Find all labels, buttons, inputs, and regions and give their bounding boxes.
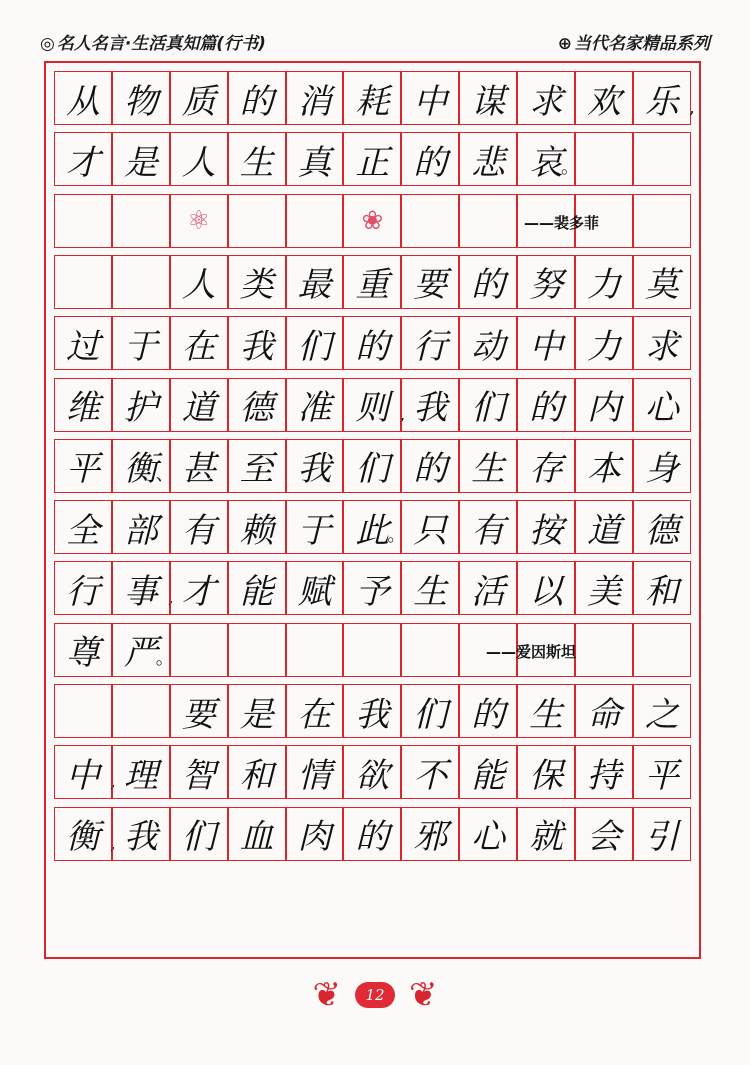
emblem-icon: ⊕	[557, 33, 572, 54]
grid-cell	[54, 745, 116, 799]
cell-char: 们	[181, 817, 216, 858]
grid-cell	[517, 807, 575, 861]
punctuation-mark: ,	[110, 771, 116, 793]
cell-char: 中	[65, 755, 100, 796]
cell-char: 至	[239, 449, 274, 490]
cell-char: 和	[644, 571, 679, 612]
grid-cell	[401, 255, 459, 309]
grid-cell	[286, 194, 344, 248]
grid-cell	[170, 255, 228, 309]
cell-char: 道	[181, 388, 216, 428]
grid-cell	[170, 623, 228, 677]
cell-char: 予	[355, 571, 390, 612]
cell-char: 行	[413, 326, 448, 367]
grid-cell	[54, 378, 112, 432]
grid-cell	[228, 684, 286, 738]
grid-cell	[112, 194, 170, 248]
grid-cell	[633, 561, 691, 615]
cell-char: 不	[413, 755, 448, 796]
grid-cell	[517, 71, 575, 125]
grid-cell	[228, 500, 286, 554]
cell-char: 我	[297, 449, 332, 490]
grid-cell	[633, 378, 691, 432]
punctuation-mark: 。	[387, 525, 406, 547]
grid-row	[54, 807, 691, 861]
grid-cell	[459, 561, 517, 615]
grid-cell	[575, 807, 633, 861]
cell-char: 消	[297, 81, 332, 122]
grid-cell	[517, 684, 575, 738]
cell-char: 力	[586, 265, 621, 306]
cell-char: 维	[65, 388, 100, 428]
cell-char: 保	[529, 755, 564, 796]
grid-cell	[633, 316, 691, 370]
grid-cell	[401, 807, 459, 861]
cell-char: 赋	[297, 571, 332, 612]
cell-char: 严	[123, 633, 158, 674]
cell-char: 求	[644, 326, 679, 367]
grid-cell	[401, 439, 459, 493]
cell-char: 德	[239, 388, 274, 428]
cell-char: 存	[529, 449, 564, 490]
grid-cell	[54, 807, 116, 861]
grid-cell	[459, 807, 517, 861]
grid-cell	[228, 745, 286, 799]
grid-cell	[228, 623, 286, 677]
grid-cell	[343, 194, 401, 248]
grid-cell	[633, 623, 691, 677]
grid-cell	[170, 500, 228, 554]
cell-char: 们	[297, 326, 332, 367]
cell-char: 从	[65, 81, 100, 122]
grid-cell	[517, 132, 580, 186]
grid-cell	[633, 71, 695, 125]
cell-char: 的	[355, 326, 390, 367]
punctuation-mark: ,	[110, 832, 116, 854]
cell-char: 引	[644, 817, 679, 858]
cell-char: 才	[65, 142, 100, 183]
grid-cell	[575, 439, 633, 493]
grid-cell	[633, 194, 691, 248]
grid-cell	[286, 316, 344, 370]
cell-char: 内	[586, 388, 621, 428]
cell-char: 是	[239, 694, 274, 735]
grid-cell	[401, 684, 459, 738]
header-right	[558, 29, 710, 54]
cupid-icon: ❀	[361, 205, 384, 236]
cell-char: 于	[123, 326, 158, 367]
grid-cell	[517, 745, 575, 799]
grid-cell	[517, 316, 575, 370]
atom-icon: ⚛	[187, 205, 211, 236]
cell-char: 真	[297, 142, 332, 183]
grid-cell	[112, 684, 170, 738]
punctuation-mark: 。	[561, 157, 580, 179]
cell-char: 的	[413, 142, 448, 183]
grid-cell	[170, 439, 228, 493]
cell-char: 的	[355, 817, 390, 858]
grid-cell	[112, 316, 170, 370]
grid-row	[54, 500, 691, 554]
grid-cell	[633, 745, 691, 799]
punctuation-mark: 、	[155, 463, 174, 485]
grid-cell	[286, 684, 344, 738]
cell-char: 耗	[355, 81, 390, 122]
grid-cell	[112, 500, 170, 554]
grid-row	[54, 684, 691, 738]
header-left	[40, 29, 266, 54]
punctuation-mark: ,	[168, 587, 174, 609]
grid-cell	[170, 316, 228, 370]
grid-row	[54, 439, 691, 493]
cell-char: 道	[586, 510, 621, 551]
grid-cell	[459, 684, 517, 738]
grid-row	[54, 623, 691, 677]
cell-char: 求	[529, 81, 564, 122]
grid-cell	[170, 807, 228, 861]
grid-row	[54, 255, 691, 309]
grid-cell	[286, 807, 344, 861]
grid-cell	[112, 561, 174, 615]
grid-cell	[459, 132, 517, 186]
cell-char: 正	[355, 142, 390, 183]
grid-cell	[228, 439, 286, 493]
grid-cell	[401, 71, 459, 125]
grid-cell	[170, 561, 228, 615]
grid-cell	[517, 439, 575, 493]
cell-char: 谋	[471, 81, 506, 122]
grid-cell	[54, 684, 112, 738]
grid-row	[54, 316, 691, 370]
grid-cell	[343, 561, 401, 615]
grid-row	[54, 561, 691, 615]
cell-char: 心	[471, 817, 506, 858]
cell-char: 在	[297, 694, 332, 735]
cell-char: 的	[471, 265, 506, 306]
grid-cell	[459, 194, 517, 248]
grid-cell	[112, 255, 170, 309]
page-header	[40, 28, 710, 54]
cell-char: 有	[471, 510, 506, 551]
grid-cell	[286, 561, 344, 615]
cell-char: 类	[239, 265, 274, 306]
grid-cell	[517, 255, 575, 309]
cell-char: 护	[123, 388, 158, 428]
cell-char: 则	[355, 388, 390, 428]
grid-cell	[401, 378, 459, 432]
cell-char: 按	[529, 510, 564, 551]
grid-row	[54, 378, 691, 432]
grid-cell	[575, 71, 633, 125]
cell-char: 准	[297, 388, 332, 428]
cell-char: 理	[123, 755, 158, 796]
grid-cell	[170, 132, 228, 186]
dragon-left-icon: ❦	[312, 975, 341, 1015]
cell-char: 的	[239, 81, 274, 122]
cell-char: 们	[355, 449, 390, 490]
grid-cell	[170, 684, 228, 738]
cell-char: 生	[413, 571, 448, 612]
grid-cell	[575, 684, 633, 738]
grid-cell	[112, 378, 170, 432]
grid-cell	[286, 439, 344, 493]
grid-cell	[459, 378, 517, 432]
cell-char: 命	[586, 694, 621, 735]
cell-char: 哀	[529, 142, 564, 183]
cell-char: 甚	[181, 449, 216, 490]
grid-cell	[343, 684, 401, 738]
grid-cell	[343, 378, 406, 432]
grid-cell	[54, 500, 112, 554]
cell-char: 我	[413, 388, 448, 428]
cell-char: 欢	[586, 81, 621, 122]
grid-row	[54, 745, 691, 799]
cell-char: 活	[471, 571, 506, 612]
attribution-fei: ——裴多菲	[524, 213, 600, 232]
cell-char: 中	[529, 326, 564, 367]
cell-char: 力	[586, 326, 621, 367]
header-right-title: 当代名家精品系列	[574, 33, 710, 54]
cell-char: 才	[181, 571, 216, 612]
grid-cell	[401, 623, 459, 677]
cell-char: 生	[239, 142, 274, 183]
cell-char: 血	[239, 817, 274, 858]
cell-char: 会	[586, 817, 621, 858]
grid-cell	[228, 807, 286, 861]
grid-cell	[286, 71, 344, 125]
cell-char: 悲	[471, 142, 506, 183]
cell-char: 持	[586, 755, 621, 796]
grid-cell	[54, 316, 112, 370]
cell-char: 全	[65, 510, 100, 551]
grid-cell	[575, 132, 633, 186]
cell-char: 的	[529, 388, 564, 428]
cell-char: 美	[586, 571, 621, 612]
grid-cell	[112, 623, 174, 677]
grid-cell	[54, 255, 112, 309]
cell-char: 人	[181, 265, 216, 306]
grid-row	[54, 71, 695, 125]
cell-char: 此	[355, 510, 390, 551]
cell-char: 本	[586, 449, 621, 490]
cell-char: 和	[239, 755, 274, 796]
cell-char: 尊	[65, 633, 100, 674]
grid-cell	[286, 623, 344, 677]
grid-cell	[228, 378, 286, 432]
grid-cell	[112, 439, 174, 493]
grid-cell	[459, 71, 517, 125]
grid-cell	[401, 316, 459, 370]
grid-cell	[343, 807, 401, 861]
cell-char: 中	[413, 81, 448, 122]
grid-cell	[633, 807, 691, 861]
grid-cell	[286, 255, 344, 309]
cell-char: 就	[529, 817, 564, 858]
cell-char: 莫	[644, 265, 679, 306]
cell-char: 行	[65, 571, 100, 612]
cell-char: 智	[181, 755, 216, 796]
grid-cell	[459, 439, 517, 493]
cell-char: 之	[644, 694, 679, 735]
grid-cell	[228, 71, 286, 125]
cell-char: 情	[297, 755, 332, 796]
grid-cell	[633, 255, 691, 309]
grid-cell	[575, 745, 633, 799]
cell-char: 能	[239, 571, 274, 612]
grid-cell	[112, 807, 170, 861]
grid-cell	[170, 378, 228, 432]
grid-cell	[112, 745, 170, 799]
grid-cell	[54, 132, 112, 186]
grid-cell	[517, 378, 575, 432]
cell-char: 在	[181, 326, 216, 367]
grid-cell	[401, 500, 459, 554]
grid-cell	[575, 561, 633, 615]
grid-cell	[401, 132, 459, 186]
grid-cell	[343, 623, 401, 677]
grid-cell	[170, 745, 228, 799]
cell-char: 邪	[413, 817, 448, 858]
cell-char: 动	[471, 326, 506, 367]
cell-char: 平	[65, 449, 100, 490]
cell-char: 只	[413, 510, 448, 551]
cell-char: 我	[239, 326, 274, 367]
cell-char: 人	[181, 142, 216, 183]
cell-char: 要	[413, 265, 448, 306]
cell-char: 德	[644, 510, 679, 551]
cell-char: 于	[297, 510, 332, 551]
grid-cell	[459, 745, 517, 799]
grid-row	[54, 132, 691, 186]
grid-cell	[54, 71, 112, 125]
cell-char: 欲	[355, 755, 390, 796]
grid-cell	[575, 255, 633, 309]
grid-cell	[228, 132, 286, 186]
grid-cell	[170, 71, 228, 125]
cell-char: 衡	[65, 817, 100, 858]
cell-char: 我	[123, 817, 158, 858]
cell-char: 平	[644, 755, 679, 796]
cell-char: 努	[529, 265, 564, 306]
grid-cell	[54, 439, 112, 493]
cell-char: 是	[123, 142, 158, 183]
cell-char: 过	[65, 326, 100, 367]
grid-cell	[343, 71, 401, 125]
grid-cell	[633, 500, 691, 554]
grid-cell	[401, 561, 459, 615]
cell-char: 生	[529, 694, 564, 735]
grid-cell	[286, 378, 344, 432]
cell-char: 物	[123, 81, 158, 122]
cell-char: 有	[181, 510, 216, 551]
double-circle-icon: ◎	[40, 33, 55, 54]
grid-cell	[343, 745, 401, 799]
grid-cell	[517, 500, 575, 554]
cell-char: 们	[413, 694, 448, 735]
grid-cell	[228, 194, 286, 248]
cell-char: 以	[529, 571, 564, 612]
cell-char: 我	[355, 694, 390, 735]
grid-cell	[343, 500, 406, 554]
grid-cell	[517, 561, 575, 615]
grid-cell	[112, 132, 170, 186]
page-number: 12	[355, 982, 395, 1008]
cell-char: 衡	[123, 449, 158, 490]
cell-char: 生	[471, 449, 506, 490]
cell-char: 重	[355, 265, 390, 306]
grid-cell	[575, 623, 633, 677]
cell-char: 们	[471, 388, 506, 428]
grid-cell	[401, 194, 459, 248]
cell-char: 身	[644, 449, 679, 490]
cell-char: 肉	[297, 817, 332, 858]
dragon-right-icon: ❦	[409, 975, 438, 1015]
grid-cell	[575, 316, 633, 370]
page-footer	[0, 965, 750, 1025]
grid-cell	[343, 316, 401, 370]
header-left-title: 名人名言·生活真知篇(行书)	[56, 33, 266, 54]
grid-cell	[228, 316, 286, 370]
grid-cell	[286, 132, 344, 186]
attribution-einstein: ——爱因斯坦	[486, 642, 577, 661]
grid-cell	[170, 194, 228, 248]
punctuation-mark: 。	[155, 647, 174, 669]
grid-cell	[575, 500, 633, 554]
grid-cell	[54, 194, 112, 248]
cell-char: 的	[413, 449, 448, 490]
cell-char: 的	[471, 694, 506, 735]
cell-char: 能	[471, 755, 506, 796]
grid-cell	[343, 132, 401, 186]
punctuation-mark: ,	[689, 97, 695, 118]
cell-char: 质	[181, 81, 216, 122]
grid-cell	[228, 561, 286, 615]
cell-char: 心	[644, 388, 679, 428]
cell-char: 赖	[239, 510, 274, 551]
grid-cell	[459, 500, 517, 554]
grid-cell	[286, 500, 344, 554]
punctuation-mark: ,	[399, 403, 406, 425]
grid-cell	[575, 378, 633, 432]
cell-char: 部	[123, 510, 158, 551]
practice-grid	[44, 61, 701, 959]
cell-char: 最	[297, 265, 332, 306]
grid-cell	[112, 71, 170, 125]
grid-cell	[633, 132, 691, 186]
cell-char: 要	[181, 694, 216, 735]
grid-cell	[401, 745, 459, 799]
grid-cell	[459, 316, 517, 370]
grid-cell	[228, 255, 286, 309]
cell-char: 乐	[644, 81, 679, 122]
grid-cell	[633, 439, 691, 493]
grid-cell	[343, 439, 401, 493]
grid-cell	[54, 623, 112, 677]
cell-char: 事	[123, 571, 158, 612]
grid-cell	[286, 745, 344, 799]
grid-cell	[54, 561, 112, 615]
grid-cell	[633, 684, 691, 738]
grid-cell	[459, 255, 517, 309]
grid-cell	[343, 255, 401, 309]
